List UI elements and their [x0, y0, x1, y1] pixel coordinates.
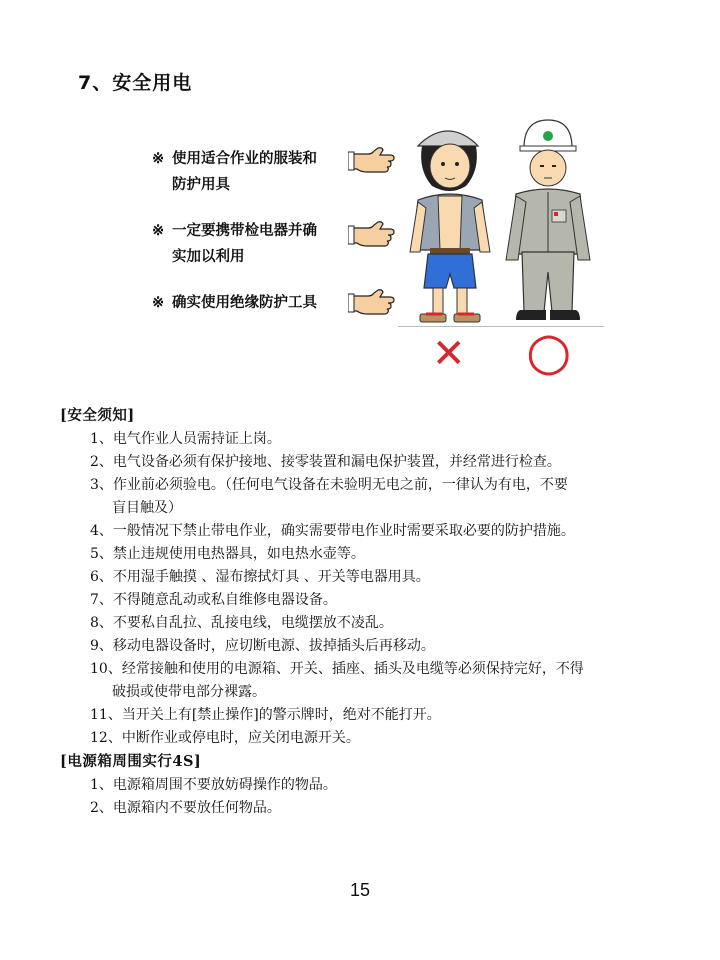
list-item: 1、电气作业人员需持证上岗。	[90, 431, 281, 447]
tip-3	[152, 290, 352, 316]
improper-worker-figure	[400, 116, 500, 328]
safety-illustration	[142, 110, 604, 382]
list-item: 6、不用湿手触摸 、湿布擦拭灯具 、开关等电器用具。	[90, 569, 430, 585]
pointing-hand-icon	[348, 146, 396, 174]
correct-mark-icon: ○	[526, 322, 572, 382]
wrong-mark-icon: ✕	[432, 331, 466, 377]
tip-1	[152, 146, 352, 198]
tip-2	[152, 218, 352, 270]
list-item: 2、电源箱内不要放任何物品。	[90, 800, 281, 816]
list-item-continuation: 破损或使带电部分裸露。	[112, 684, 266, 700]
section-heading-4s: [电源箱周围实行4S]	[60, 753, 202, 770]
page-number: 15	[349, 880, 371, 900]
pointing-hand-icon	[348, 288, 396, 316]
list-item: 3、作业前必须验电。（任何电气设备在未验明无电之前，一律认为有电，不要	[90, 477, 568, 493]
list-item: 8、不要私自乱拉、乱接电线，电缆摆放不凌乱。	[90, 615, 393, 631]
proper-worker-figure	[498, 116, 598, 328]
tip-text: 确实使用绝缘防护工具	[172, 294, 317, 311]
section-title: 7、安全用电	[78, 72, 193, 94]
section-heading-safety: [安全须知]	[60, 407, 135, 424]
list-item: 1、电源箱周围不要放妨碍操作的物品。	[90, 777, 337, 793]
list-item: 4、一般情况下禁止带电作业，确实需要带电作业时需要采取必要的防护措施。	[90, 523, 575, 539]
list-item: 2、电气设备必须有保护接地、接零装置和漏电保护装置，并经常进行检查。	[90, 454, 561, 470]
tip-text: 一定要携带检电器并确 实加以利用	[172, 222, 317, 265]
list-item: 9、移动电器设备时，应切断电源、拔掉插头后再移动。	[90, 638, 435, 654]
list-item: 11、当开关上有[禁止操作]的警示牌时，绝对不能打开。	[90, 707, 441, 723]
tip-marker: ※	[152, 294, 165, 311]
ground-line	[398, 326, 604, 327]
list-item: 12、中断作业或停电时，应关闭电源开关。	[90, 730, 360, 746]
list-item: 10、经常接触和使用的电源箱、开关、插座、插头及电缆等必须保持完好，不得	[90, 661, 584, 677]
tip-marker: ※	[152, 222, 165, 239]
tip-text: 使用适合作业的服装和 防护用具	[172, 150, 317, 193]
tip-marker: ※	[152, 150, 165, 167]
list-item-continuation: 盲目触及）	[112, 500, 182, 516]
pointing-hand-icon	[348, 220, 396, 248]
list-item: 7、不得随意乱动或私自维修电器设备。	[90, 592, 337, 608]
list-item: 5、禁止违规使用电热器具，如电热水壶等。	[90, 546, 365, 562]
